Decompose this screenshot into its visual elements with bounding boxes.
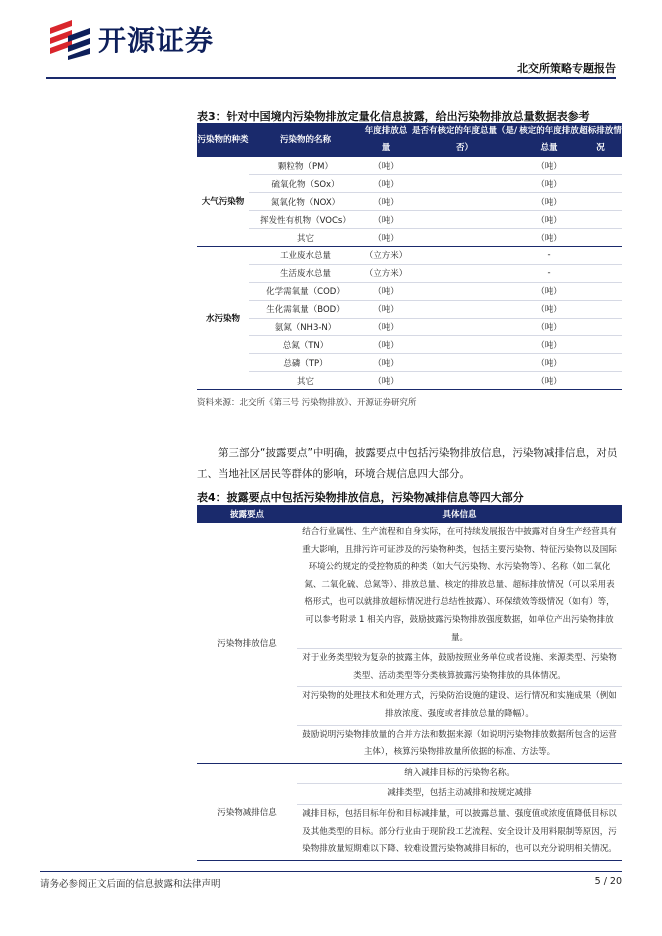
cell-exceed	[579, 318, 622, 336]
cell-approved: （吨）	[519, 318, 579, 336]
cell-annual: （吨）	[362, 282, 410, 300]
report-type: 北交所策略专题报告	[517, 62, 616, 75]
table-row	[197, 193, 622, 211]
table-header-row	[197, 123, 622, 157]
cell-name: 其它	[249, 372, 362, 390]
cell-approved: （吨）	[519, 211, 579, 229]
detail-cell: 对于业务类型较为复杂的披露主体，鼓励按照业务单位或者设施、来源类型、污染物类型、活动类型等分类核算披露污染物排放的具体情况。	[297, 649, 622, 687]
table-row	[197, 318, 622, 336]
cell-approved: （吨）	[519, 282, 579, 300]
cell-verified	[410, 211, 519, 229]
cell-approved: -	[519, 246, 579, 264]
cell-verified	[410, 336, 519, 354]
cell-approved: （吨）	[519, 300, 579, 318]
cell-verified	[410, 157, 519, 175]
detail-cell: 鼓励说明污染物排放量的合并方法和数据来源（如说明污染物排放数据所包含的运营主体），核算污染物排放量所依据的标准、方法等。	[297, 725, 622, 763]
category-cell: 水污染物	[197, 246, 249, 389]
cell-verified	[410, 372, 519, 390]
header-cell: 披露要点	[197, 505, 297, 523]
cell-exceed	[579, 300, 622, 318]
table3-source: 资料来源：北交所《第三号 污染物排放》、开源证券研究所	[197, 398, 417, 408]
table3-caption: 表3：针对中国境内污染物排放定量化信息披露，给出污染物排放总量数据表参考	[197, 110, 590, 123]
body-paragraph: 第三部分“披露要点”中明确，披露要点中包括污染物排放信息，污染物减排信息，对员工、当地社区居民等群体的影响，环境合规信息四大部分。	[197, 447, 618, 480]
cell-approved: （吨）	[519, 336, 579, 354]
table-row	[197, 157, 622, 175]
cell-exceed	[579, 157, 622, 175]
cell-name: 总磷（TP）	[249, 354, 362, 372]
cell-annual: （立方米）	[362, 264, 410, 282]
cell-approved: （吨）	[519, 175, 579, 193]
category-cell: 大气污染物	[197, 157, 249, 246]
cell-name: 颗粒物（PM）	[249, 157, 362, 175]
detail-cell: 结合行业属性、生产流程和自身实际，在可持续发展报告中披露对自身生产经营具有重大影响，且排污许可证涉及的污染物种类，包括主要污染物、特征污染物以及国际环境公约规定的受控物质的种类（如大气污染物、水污染物等）、名称（如二氧化氮、二氧化硫、总氮等）、排放总量、核定的排放总量、超标排放情况（可以采用表格形式，也可以就排放超标情况进行总结性披露）、环保绩效等级情况（如有）等，可以参考附录 1 相关内容，鼓励披露污染物排放强度数据，如单位产出污染物排放量。	[297, 523, 622, 649]
brand-name: 开源证券	[98, 24, 215, 57]
header-cell: 年度排放总量	[362, 123, 410, 157]
cell-annual: （吨）	[362, 372, 410, 390]
cell-annual: （吨）	[362, 211, 410, 229]
table-row	[197, 264, 622, 282]
cell-annual: （吨）	[362, 336, 410, 354]
cell-exceed	[579, 211, 622, 229]
cell-annual: （吨）	[362, 193, 410, 211]
cell-verified	[410, 282, 519, 300]
cell-annual: （立方米）	[362, 246, 410, 264]
cell-verified	[410, 264, 519, 282]
cell-verified	[410, 300, 519, 318]
cell-name: 挥发性有机物（VOCs）	[249, 211, 362, 229]
cell-exceed	[579, 229, 622, 247]
logo-mark-icon	[46, 18, 94, 60]
cell-verified	[410, 193, 519, 211]
cell-exceed	[579, 193, 622, 211]
table-row	[197, 175, 622, 193]
cell-name: 化学需氧量（COD）	[249, 282, 362, 300]
cell-exceed	[579, 246, 622, 264]
table-row	[197, 763, 622, 784]
table-row	[197, 282, 622, 300]
cell-approved: （吨）	[519, 372, 579, 390]
cell-verified	[410, 354, 519, 372]
cell-approved: （吨）	[519, 354, 579, 372]
cell-verified	[410, 175, 519, 193]
table-row	[197, 246, 622, 264]
cell-name: 生化需氧量（BOD）	[249, 300, 362, 318]
header-cell: 污染物的种类	[197, 123, 249, 157]
header-cell: 核定的年度排放总量	[519, 123, 579, 157]
header-divider	[46, 77, 616, 79]
header-cell: 污染物的名称	[249, 123, 362, 157]
table-row	[197, 229, 622, 247]
cell-verified	[410, 318, 519, 336]
cell-approved: （吨）	[519, 193, 579, 211]
cell-annual: （吨）	[362, 175, 410, 193]
table4-caption: 表4：披露要点中包括污染物排放信息，污染物减排信息等四大部分	[197, 491, 524, 504]
cell-annual: （吨）	[362, 318, 410, 336]
cell-annual: （吨）	[362, 300, 410, 318]
cell-annual: （吨）	[362, 157, 410, 175]
disclosure-key-cell: 污染物减排信息	[197, 763, 297, 860]
table-header-row	[197, 505, 622, 523]
cell-name: 硫氧化物（SOx）	[249, 175, 362, 193]
detail-cell: 纳入减排目标的污染物名称。	[297, 763, 622, 784]
cell-verified	[410, 246, 519, 264]
table-row	[197, 336, 622, 354]
cell-exceed	[579, 175, 622, 193]
disclosure-key-cell: 污染物排放信息	[197, 523, 297, 763]
cell-name: 生活废水总量	[249, 264, 362, 282]
detail-cell: 对污染物的处理技术和处理方式，污染防治设施的建设、运行情况和实施成果（例如排放浓度、强度或者排放总量的降幅）。	[297, 687, 622, 725]
cell-exceed	[579, 336, 622, 354]
cell-name: 氨氮（NH3-N）	[249, 318, 362, 336]
cell-name: 氮氧化物（NOX）	[249, 193, 362, 211]
cell-name: 工业废水总量	[249, 246, 362, 264]
cell-exceed	[579, 282, 622, 300]
cell-annual: （吨）	[362, 354, 410, 372]
pollutant-emission-table	[197, 123, 622, 390]
table-row	[197, 354, 622, 372]
cell-approved: （吨）	[519, 157, 579, 175]
table-body	[197, 523, 622, 860]
footer-divider	[40, 871, 622, 872]
table-row	[197, 523, 622, 649]
cell-exceed	[579, 354, 622, 372]
header-cell: 是否有核定的年度总量（是/否）	[410, 123, 519, 157]
detail-cell: 减排类型，包括主动减排和按规定减排	[297, 784, 622, 805]
cell-name: 总氮（TN）	[249, 336, 362, 354]
table-row	[197, 300, 622, 318]
footer-disclaimer: 请务必参阅正文后面的信息披露和法律声明	[40, 879, 221, 890]
table-body	[197, 157, 622, 390]
cell-approved: （吨）	[519, 229, 579, 247]
cell-annual: （吨）	[362, 229, 410, 247]
cell-name: 其它	[249, 229, 362, 247]
cell-exceed	[579, 372, 622, 390]
table-row	[197, 211, 622, 229]
disclosure-points-table	[197, 505, 622, 861]
cell-verified	[410, 229, 519, 247]
table-row	[197, 372, 622, 390]
company-logo	[46, 18, 214, 60]
cell-exceed	[579, 264, 622, 282]
detail-cell: 减排目标，包括目标年份和目标减排量，可以披露总量、强度值或浓度值降低目标以及其他类型的目标。部分行业由于现阶段工艺流程、安全设计及用料限制等原因，污染物排放量短期难以下降、较难设置污染物减排目标的，也可以充分说明相关情况。	[297, 804, 622, 860]
header-cell: 具体信息	[297, 505, 622, 523]
page-number: 5 / 20	[594, 876, 622, 887]
cell-approved: -	[519, 264, 579, 282]
header-cell: 超标排放情况	[579, 123, 622, 157]
